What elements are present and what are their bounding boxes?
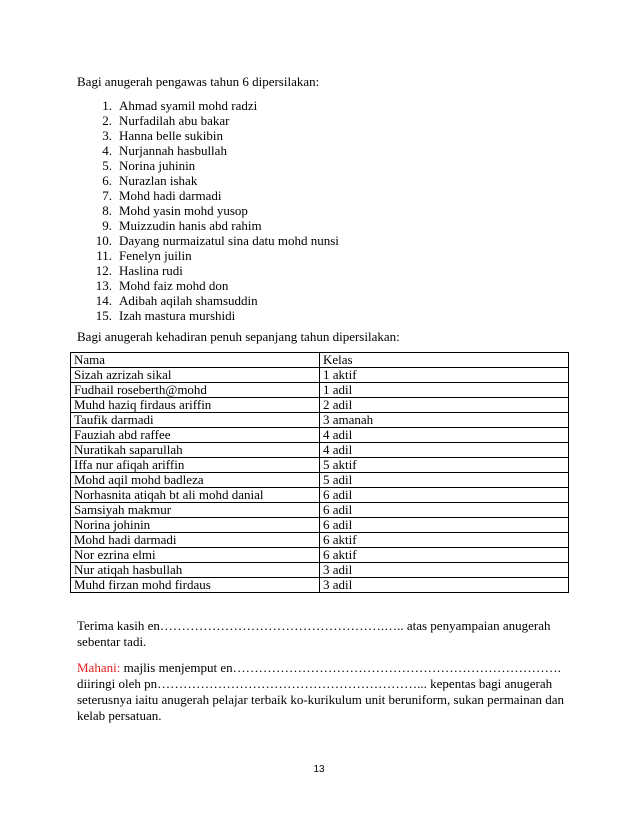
- table-row: [71, 398, 569, 413]
- list-item-number: 12.: [95, 263, 112, 278]
- cell-class: 6 aktif: [320, 533, 569, 548]
- table-row: [71, 518, 569, 533]
- cell-name: Taufik darmadi: [71, 413, 320, 428]
- cell-class: 3 amanah: [320, 413, 569, 428]
- cell-name: Sizah azrizah sikal: [71, 368, 320, 383]
- list-item-number: 7.: [102, 188, 112, 203]
- cell-class: 4 adil: [320, 443, 569, 458]
- list-item-number: 11.: [96, 248, 112, 263]
- list-item: [77, 173, 339, 188]
- table-row: [71, 443, 569, 458]
- list-item: [77, 98, 339, 113]
- cell-class: 6 adil: [320, 518, 569, 533]
- mahani-line-1-text: majlis menjemput en………………………………………………………………….: [120, 660, 561, 675]
- header-class: Kelas: [320, 353, 569, 368]
- mahani-line-4: kelab persatuan.: [77, 708, 162, 723]
- list-item-number: 10.: [95, 233, 112, 248]
- cell-class: 6 adil: [320, 488, 569, 503]
- cell-name: Muhd haziq firdaus ariffin: [71, 398, 320, 413]
- cell-class: 6 aktif: [320, 548, 569, 563]
- list-item: [77, 113, 339, 128]
- list-item: [77, 188, 339, 203]
- cell-name: Iffa nur afiqah ariffin: [71, 458, 320, 473]
- speaker-name: Mahani:: [77, 660, 121, 675]
- list-item: [77, 143, 339, 158]
- cell-name: Mohd aqil mohd badleza: [71, 473, 320, 488]
- list-item-number: 1.: [102, 98, 112, 113]
- list-item-name: Norina juhinin: [119, 158, 196, 173]
- list-item-name: Dayang nurmaizatul sina datu mohd nunsi: [119, 233, 339, 248]
- cell-name: Samsiyah makmur: [71, 503, 320, 518]
- cell-class: 1 adil: [320, 383, 569, 398]
- cell-name: Nuratikah saparullah: [71, 443, 320, 458]
- attendance-award-intro: Bagi anugerah kehadiran penuh sepanjang tahun dipersilakan:: [77, 329, 400, 344]
- header-name: Nama: [71, 353, 320, 368]
- list-item: [77, 158, 339, 173]
- table-row: [71, 488, 569, 503]
- cell-name: Norina johinin: [71, 518, 320, 533]
- cell-name: Nur atiqah hasbullah: [71, 563, 320, 578]
- list-item: [77, 218, 339, 233]
- thanks-line-2: sebentar tadi.: [77, 634, 147, 649]
- cell-name: Muhd firzan mohd firdaus: [71, 578, 320, 593]
- cell-class: 4 adil: [320, 428, 569, 443]
- list-item: [77, 203, 339, 218]
- prefect-award-intro: Bagi anugerah pengawas tahun 6 dipersilakan:: [77, 74, 320, 89]
- list-item: [77, 278, 339, 293]
- cell-name: Fauziah abd raffee: [71, 428, 320, 443]
- list-item: [77, 308, 339, 323]
- list-item: [77, 248, 339, 263]
- list-item-number: 4.: [102, 143, 112, 158]
- list-item-name: Mohd yasin mohd yusop: [119, 203, 248, 218]
- list-item-name: Nurazlan ishak: [119, 173, 198, 188]
- mahani-line-2: diiringi oleh pn……………………………………………………... kepentas bagi anugerah: [77, 676, 553, 691]
- list-item-number: 5.: [102, 158, 112, 173]
- table-row: [71, 578, 569, 593]
- cell-class: 2 adil: [320, 398, 569, 413]
- cell-class: 3 adil: [320, 563, 569, 578]
- list-item-name: Muizzudin hanis abd rahim: [119, 218, 262, 233]
- list-item-number: 8.: [102, 203, 112, 218]
- table-row: [71, 428, 569, 443]
- list-item-name: Ahmad syamil mohd radzi: [119, 98, 258, 113]
- list-item-name: Mohd hadi darmadi: [119, 188, 222, 203]
- list-item: [77, 263, 339, 278]
- cell-name: Norhasnita atiqah bt ali mohd danial: [71, 488, 320, 503]
- table-row: [71, 413, 569, 428]
- attendance-table: [70, 352, 569, 593]
- table-row: [71, 533, 569, 548]
- list-item-name: Hanna belle sukibin: [119, 128, 223, 143]
- table-row: [71, 548, 569, 563]
- cell-class: 3 adil: [320, 578, 569, 593]
- list-item-number: 6.: [102, 173, 112, 188]
- prefect-list: [77, 98, 339, 323]
- list-item-number: 3.: [102, 128, 112, 143]
- list-item: [77, 233, 339, 248]
- list-item-number: 9.: [102, 218, 112, 233]
- cell-name: Fudhail roseberth@mohd: [71, 383, 320, 398]
- list-item-number: 14.: [95, 293, 112, 308]
- list-item-name: Izah mastura murshidi: [119, 308, 236, 323]
- cell-class: 5 aktif: [320, 458, 569, 473]
- table-row: [71, 473, 569, 488]
- list-item-name: Adibah aqilah shamsuddin: [119, 293, 258, 308]
- list-item-number: 13.: [95, 278, 112, 293]
- table-row: [71, 563, 569, 578]
- cell-name: Nor ezrina elmi: [71, 548, 320, 563]
- list-item-name: Mohd faiz mohd don: [119, 278, 229, 293]
- table-row: [71, 383, 569, 398]
- list-item: [77, 128, 339, 143]
- table-row: [71, 503, 569, 518]
- table-row: [71, 368, 569, 383]
- list-item-name: Nurfadilah abu bakar: [119, 113, 230, 128]
- cell-class: 6 adil: [320, 503, 569, 518]
- table-row: [71, 458, 569, 473]
- list-item-name: Nurjannah hasbullah: [119, 143, 227, 158]
- thanks-line-1: Terima kasih en…………………………………………….….. atas penyampaian anugerah: [77, 618, 551, 633]
- mahani-line-3: seterusnya iaitu anugerah pelajar terbaik ko-kurikulum unit beruniform, sukan permainan dan: [77, 692, 564, 707]
- list-item-number: 2.: [102, 113, 112, 128]
- list-item-name: Haslina rudi: [119, 263, 183, 278]
- list-item-name: Fenelyn juilin: [119, 248, 192, 263]
- cell-class: 1 aktif: [320, 368, 569, 383]
- list-item: [77, 293, 339, 308]
- page-number: 13: [313, 764, 325, 775]
- list-item-number: 15.: [95, 308, 112, 323]
- cell-name: Mohd hadi darmadi: [71, 533, 320, 548]
- mahani-line-1: [77, 660, 561, 676]
- table-header-row: [71, 353, 569, 368]
- cell-class: 5 adil: [320, 473, 569, 488]
